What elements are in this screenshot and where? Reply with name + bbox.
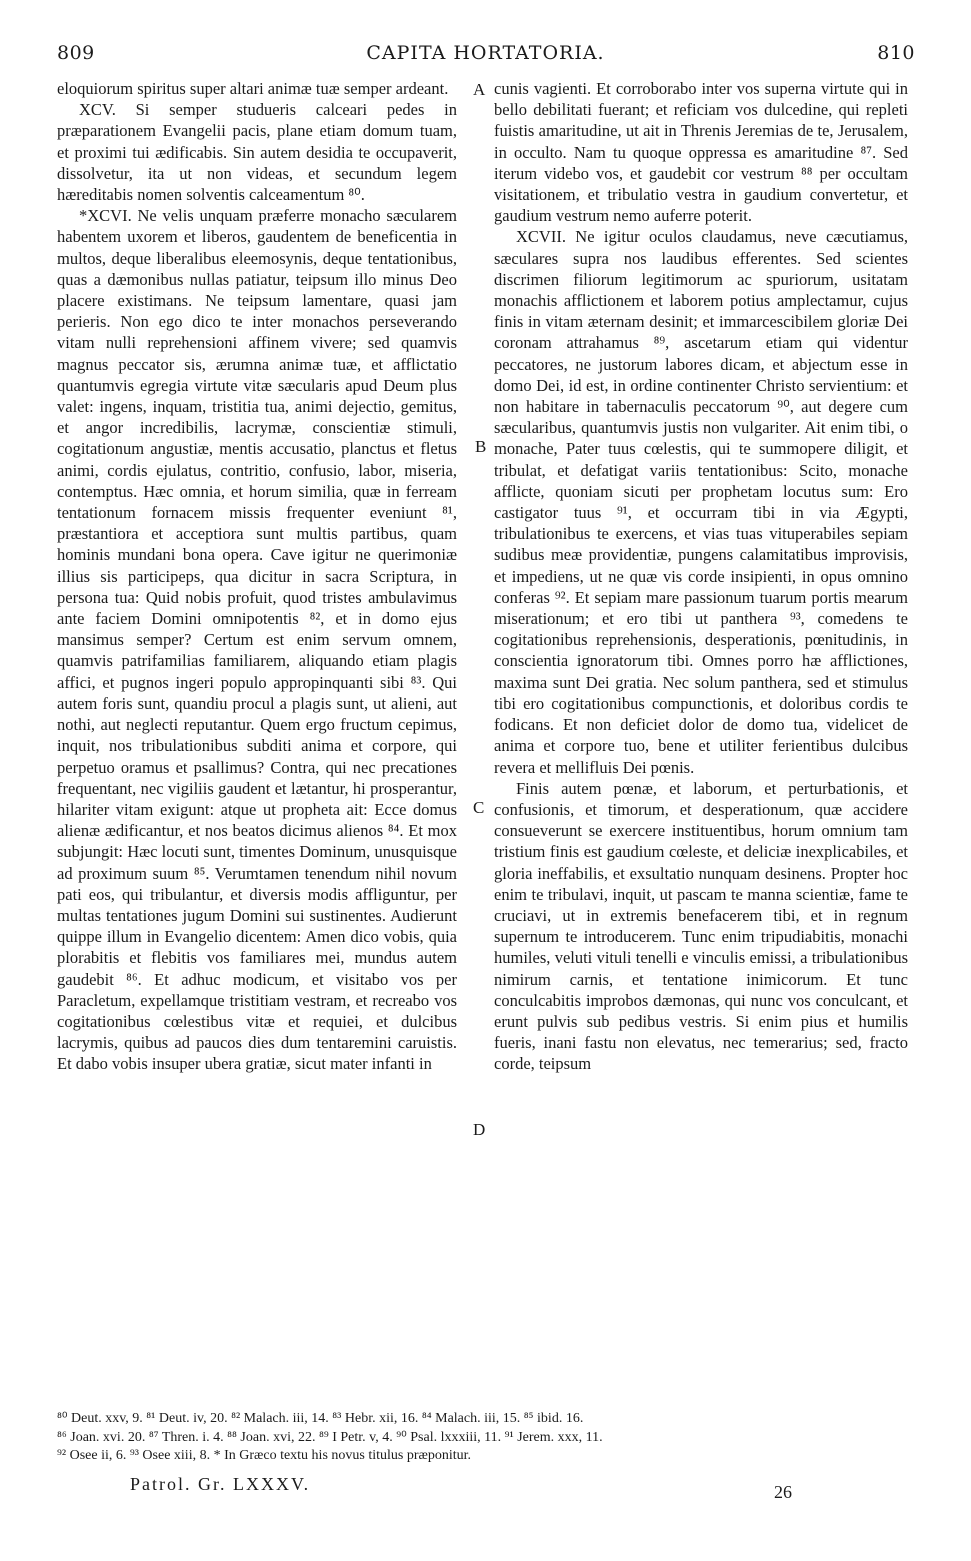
right-column — [494, 78, 908, 1075]
margin-marker-d: D — [473, 1120, 486, 1139]
paragraph: XCVII. Ne igitur oculos claudamus, neve cæcutiamus, sæculares supra nos laudibus efferentes. Sed scientes discrimen filiorum legitimorum ac spuriorum, usitatam monachis afflictionem et laborem potius amplectamur, cujus finis in vitam æternam desinit; et immarcescibilem gloriæ Dei coronam attrahamus ⁸⁹, ascetarum etiam qui videntur peccatores, ne justorum labores dicam, et abjectum esse in domo Dei, id est, in ordine continenter Christo servientium: et non habitare in tabernaculis peccatorum ⁹⁰, aut degere cum sæcularibus, quantumvis justis non vulgariter. Ait enim tibi, o monache, Pater tuus cœlestis, qui te summopere diligit, et tribulat, et defatigat variis tentationibus: Scito, monache afflicte, quoniam sicuti per prophetam locutus sum: Ero castigator tuus ⁹¹, et occurram tibi in via Ægypti, tribulationibus te exercens, et vias tuas vituperabiles sepiam sudibus meæ providentiæ, pungens calamitatibus improvisis, et impediens, ut ne quæ vis corde insipienti, in opus omnino conferas ⁹². Et sepiam mare passionum tuarum portis mearum miserationum; et ero tibi ut panthera ⁹³, comedens te cogitationibus reprehensionis, desperationis, pœnitudinis, in conscientia ignoratorum tibi. Omnes porro hæ afflictiones, maxima sunt Dei gratia. Nec solum panthera, sed et stimulus tibi ero cogitationibus compunctionis, et doloribus cordis te fodicans. Et non deficiet dolor de domo tua, videlicet de anima et corpore tuo, bene et utiliter ferientibus dulcibus revera et mellifluis Dei pœnis. — [494, 227, 908, 777]
left-page-number: 809 — [57, 42, 95, 64]
sheet-number: 26 — [774, 1482, 792, 1502]
footnote-line: ⁹² Osee ii, 6. ⁹³ Osee xiii, 8. * In Græco textu his novus titulus præponitur. — [57, 1448, 472, 1463]
footnote-line: ⁸⁰ Deut. xxv, 9. ⁸¹ Deut. iv, 20. ⁸² Malach. iii, 14. ⁸³ Hebr. xii, 16. ⁸⁴ Malach. iii, 15. ⁸⁵ ibid. 16. — [57, 1411, 584, 1426]
paragraph: Finis autem pœnæ, et laborum, et perturbationis, et confusionis, et timorum, et desperationum, quæ accidere consueverunt se exercere instituentibus, horum omnium tam tristium finis est gaudium cœleste, et deliciæ inexplicabiles, et gloria ineffabilis, et exsultatio nunquam desinens. Propter hoc enim te tribulavi, inquit, ut pascam te manna scientiæ, fame te cruciavi, ut in extremis benefacerem tibi, et in regnum supernum te introducerem. Tunc enim tripudiabitis, monachi humiles, veluti vituli tenelli e vinculis emissi, a tribulationibus nimirum carnis, et tentatione inimicorum. Et tunc conculcabitis improbos dæmonas, qui nunc vos conculcant, et erunt pulvis sub pedibus vestris. Si enim pius et humilis fueris, inani fastu non elevatus, nec temerarius; sed, fracto corde, teipsum — [494, 778, 908, 1074]
paragraph: *XCVI. Ne velis unquam præferre monacho sæcularem habentem uxorem et liberos, gaudentem de beneficentia in multos, deque liberalibus eleemosynis, deque tentationibus, quas a dæmonibus nullas patiatur, teipsum illo minus Deo placere existimans. Ne teipsum lamentare, quasi jam perieris. Non ego dico te inter monachos perseverando vitam nulli reprehensioni affinem vivere; sed quamvis magnus peccator sis, ærumna animæ tuæ, et afflictatio quantumvis egregia virtute vitæ sæcularis apud Deum plus valet: ingens, inquam, tristitia tua, animi dejectio, gemitus, et angor incredibilis, lacrymæ, conscientiæ stimuli, cogitationum angustiæ, mentis accusatio, planctus et fletus animi, cordis ejulatus, contritio, confusio, labor, miseria, contemptus. Hæc omnia, et horum similia, quæ in ferream tentationum fornacem missis frequenter eveniunt ⁸¹, præstantiora et acceptiora sunt multis partibus, quam hominis mundani bona opera. Cave igitur ne querimoniæ illius sis participeps, qua dicitur in sacra Scriptura, in persona tua: Quid nobis profuit, quod tristes ambulavimus ante faciem Domini omnipotentis ⁸², et in domo ejus mansimus semper? Certum est enim servum omnem, quamvis patrifamilias familiarem, aliquando etiam plagis affici, et pugnos ingeri populo appropinquanti sibi ⁸³. Qui autem foris sunt, quandiu procul a plagis sunt, ut alieni, aut nothi, aut neglecti reputantur. Quem ergo fructum cepimus, inquit, nos tribulationibus subditi anima et corpore, qui perpetuo oramus et psallimus? Contra, qui nec precationes frequentant, nec vigiliis gaudent et lætantur, hi prosperantur, hilariter vitam exigunt: atque ut propheta ait: Ecce domus alienæ ædificantur, et nos beatos dicimus alienos ⁸⁴. Et mox subjungit: Hæc locuti sunt, timentes Dominum, unusquisque ad proximum suum ⁸⁵. Verumtamen tenendum nihil novum pati eos, qui tribulantur, et diversis modis affliguntur, per multas tentationes jugum Domini sui sustinentes. Audierunt quippe illum in Evangelio dicentem: Amen dico vobis, quia plorabitis et flebitis vos familiares mei, mundus autem gaudebit ⁸⁶. Et adhuc modicum, et visitabo vos per Paracletum, expellamque tristitiam vestram, et recreabo vos cogitationibus cœlestibus vitæ et requiei, et dulcibus lacrymis, quibus ad paucos dies dum tentaremini caruistis. Et dabo vobis insuper ubera gratiæ, sicut mater infanti in — [57, 206, 457, 1074]
left-column — [57, 78, 457, 1075]
signature-line: Patrol. Gr. LXXXV. — [130, 1474, 311, 1494]
margin-marker-b: B — [475, 437, 487, 456]
footnote-line: ⁸⁶ Joan. xvi. 20. ⁸⁷ Thren. i. 4. ⁸⁸ Joan. xvi, 22. ⁸⁹ I Petr. v, 4. ⁹⁰ Psal. lxxxiii, 11. ⁹¹ Jerem. xxx, 11. — [57, 1429, 603, 1445]
margin-marker-c: C — [473, 798, 485, 817]
right-page-number: 810 — [877, 42, 915, 64]
paragraph: cunis vagienti. Et corroborabo inter vos superna virtute qui in bello debilitati fuerant; et reficiam vos dulcedine, qui repleti fuistis amaritudine, ut ait in Threnis Jeremias de te, Jerusalem, in occulto. Nam tu quoque oppressa es amaritudine ⁸⁷. Sed iterum videbo vos, et gaudebit cor vestrum ⁸⁸ per occultam visitationem, et tribulatio vestra in gaudium convertetur, et gaudium vestrum nemo auferre poterit. — [494, 79, 908, 226]
margin-marker-a: A — [473, 80, 486, 99]
footnotes — [57, 1410, 917, 1466]
paragraph: XCV. Si semper studueris calceari pedes in præparationem Evangelii pacis, plane etiam domum tuam, et proximi tui ædificabis. Sin autem desidia te occupaverit, dissolvetur, ita ut non videas, et secundum legem hæreditabis nomen solventis calceamentum ⁸⁰. — [57, 100, 457, 205]
running-title: CAPITA HORTATORIA. — [366, 42, 605, 64]
paragraph: eloquiorum spiritus super altari animæ tuæ semper ardeant. — [57, 79, 449, 98]
